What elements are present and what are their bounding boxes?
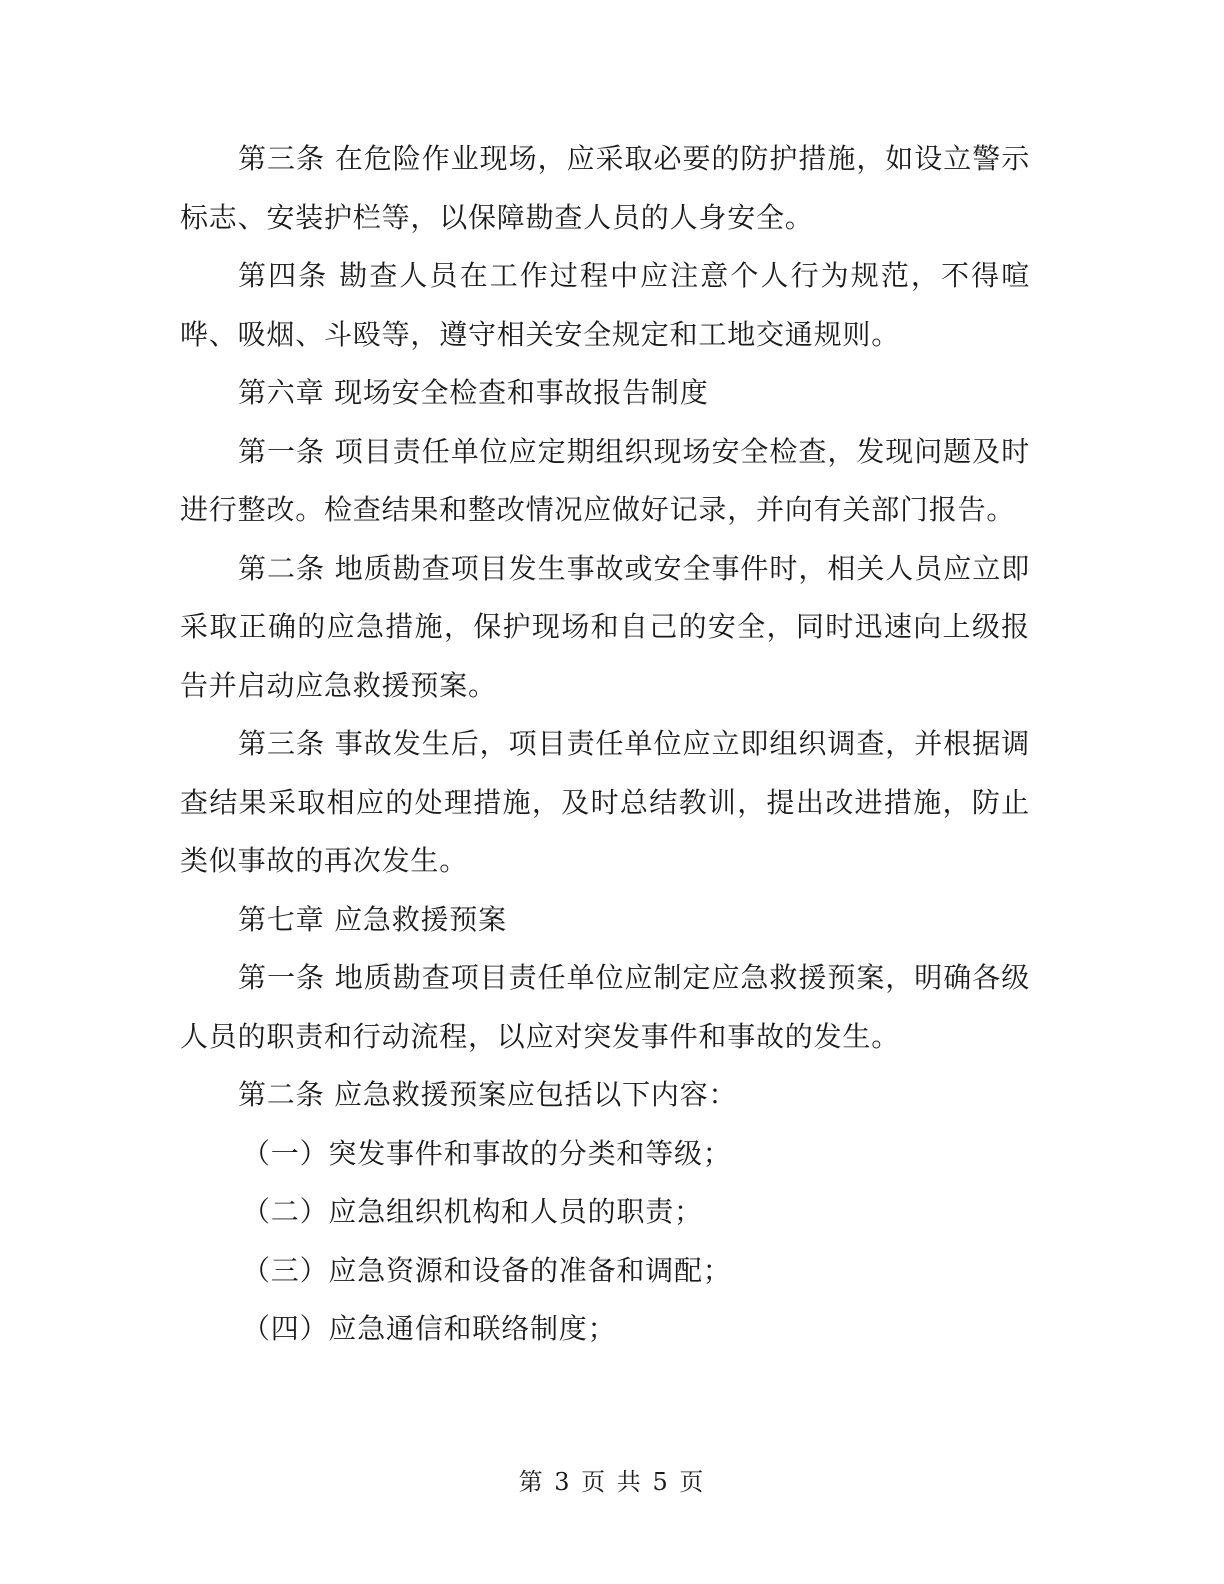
- list-item: （四）应急通信和联络制度；: [242, 1312, 617, 1345]
- paragraph-ch6-article-3: 第三条 事故发生后，项目责任单位应立即组织调查，并根据调查结果采取相应的处理措施，及时总结教训，提出改进措施，防止类似事故的再次发生。: [180, 727, 1030, 877]
- chapter-7-heading: 第七章 应急救援预案: [238, 902, 507, 936]
- paragraph-ch7-article-1: 第一条 地质勘查项目责任单位应制定应急救援预案，明确各级人员的职责和行动流程，以应对突发事件和事故的发生。: [180, 961, 1030, 1053]
- chapter-6-heading: 第六章 现场安全检查和事故报告制度: [238, 376, 709, 409]
- list-item: （一）突发事件和事故的分类和等级；: [242, 1136, 732, 1170]
- paragraph-ch7-article-2: 第二条 应急救援预案应包括以下内容：: [238, 1078, 738, 1111]
- paragraph-article-3: 第三条 在危险作业现场，应采取必要的防护措施，如设立警示标志、安装护栏等，以保障勘查人员的人身安全。: [180, 142, 1030, 234]
- list-item: （二）应急组织机构和人员的职责；: [242, 1195, 703, 1228]
- list-item: （三）应急资源和设备的准备和调配；: [242, 1253, 732, 1287]
- document-body: [180, 130, 1030, 1359]
- paragraph-ch6-article-1: 第一条 项目责任单位应定期组织现场安全检查，发现问题及时进行整改。检查结果和整改情况应做好记录，并向有关部门报告。: [180, 434, 1030, 526]
- paragraph-ch6-article-2: 第二条 地质勘查项目发生事故或安全事件时，相关人员应立即采取正确的应急措施，保护现场和自己的安全，同时迅速向上级报告并启动应急救援预案。: [180, 551, 1030, 702]
- page-number-footer: 第 3 页 共 5 页: [518, 1468, 706, 1496]
- paragraph-article-4: 第四条 勘查人员在工作过程中应注意个人行为规范，不得喧哗、吸烟、斗殴等，遵守相关安全规定和工地交通规则。: [180, 259, 1030, 351]
